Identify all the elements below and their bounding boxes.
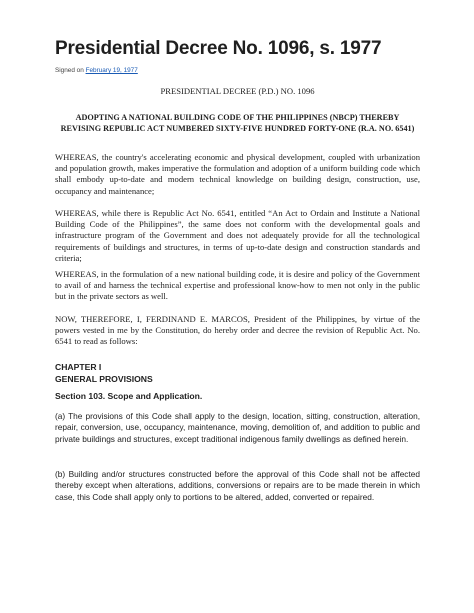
chapter-title: GENERAL PROVISIONS [55,373,153,384]
signed-prefix: Signed on [55,67,86,74]
signed-date-link[interactable]: February 19, 1977 [85,67,138,74]
whereas-paragraph-2: WHEREAS, while there is Republic Act No. 6541, entitled “An Act to Ordain and Institute a National Building Code of the Philippines”, the same does not conform with the developmental goals and infrastructure program of the Government and does not adequately provide for all the technological requirements of buildings and structures, in terms of up-to-date design and construction standards and criteria; [55,208,420,263]
chapter-heading [55,362,420,385]
whereas-paragraph-1: WHEREAS, the country's accelerating economic and physical development, coupled with urbanization and population growth, makes imperative the formulation and adoption of a uniform building code which shall embody up-to-date and modern technical knowledge on building design, construction, use, occupancy and maintenance; [55,152,420,196]
now-therefore-paragraph: NOW, THEREFORE, I, FERDINAND E. MARCOS, President of the Philippines, by virtue of the powers vested in me by the Constitution, do hereby order and decree the revision of Republic Act. No. 6541 to read as follows: [55,314,420,347]
page-title: Presidential Decree No. 1096, s. 1977 [55,38,382,59]
decree-subtitle: ADOPTING A NATIONAL BUILDING CODE OF THE PHILIPPINES (NBCP) THEREBY REVISING REPUBLIC ACT NUMBERED SIXTY-FIVE HUNDRED FORTY-ONE (R.A. NO. 6541) [60,113,415,133]
section-heading: Section 103. Scope and Application. [55,391,203,401]
section-paragraph-a: (a) The provisions of this Code shall apply to the design, location, sitting, construction, alteration, repair, conversion, use, occupancy, maintenance, moving, demolition of, and addition to public and private buildings and structures, except traditional indigenous family dwellings as defined herein. [55,411,420,444]
whereas-paragraph-3: WHEREAS, in the formulation of a new national building code, it is desire and policy of the Government to avail of and harness the technical expertise and professional know-how to men not only in the public but in the private sectors as well. [55,269,420,302]
section-paragraph-b: (b) Building and/or structures constructed before the approval of this Code shall not be affected thereby except when alterations, additions, conversions or repairs are to be made therein in which case, this Code shall apply only to portions to be altered, added, converted or repaired. [55,469,420,502]
decree-heading: PRESIDENTIAL DECREE (P.D.) NO. 1096 [160,86,315,96]
signed-date-line [55,67,138,74]
chapter-number: CHAPTER I [55,362,102,372]
